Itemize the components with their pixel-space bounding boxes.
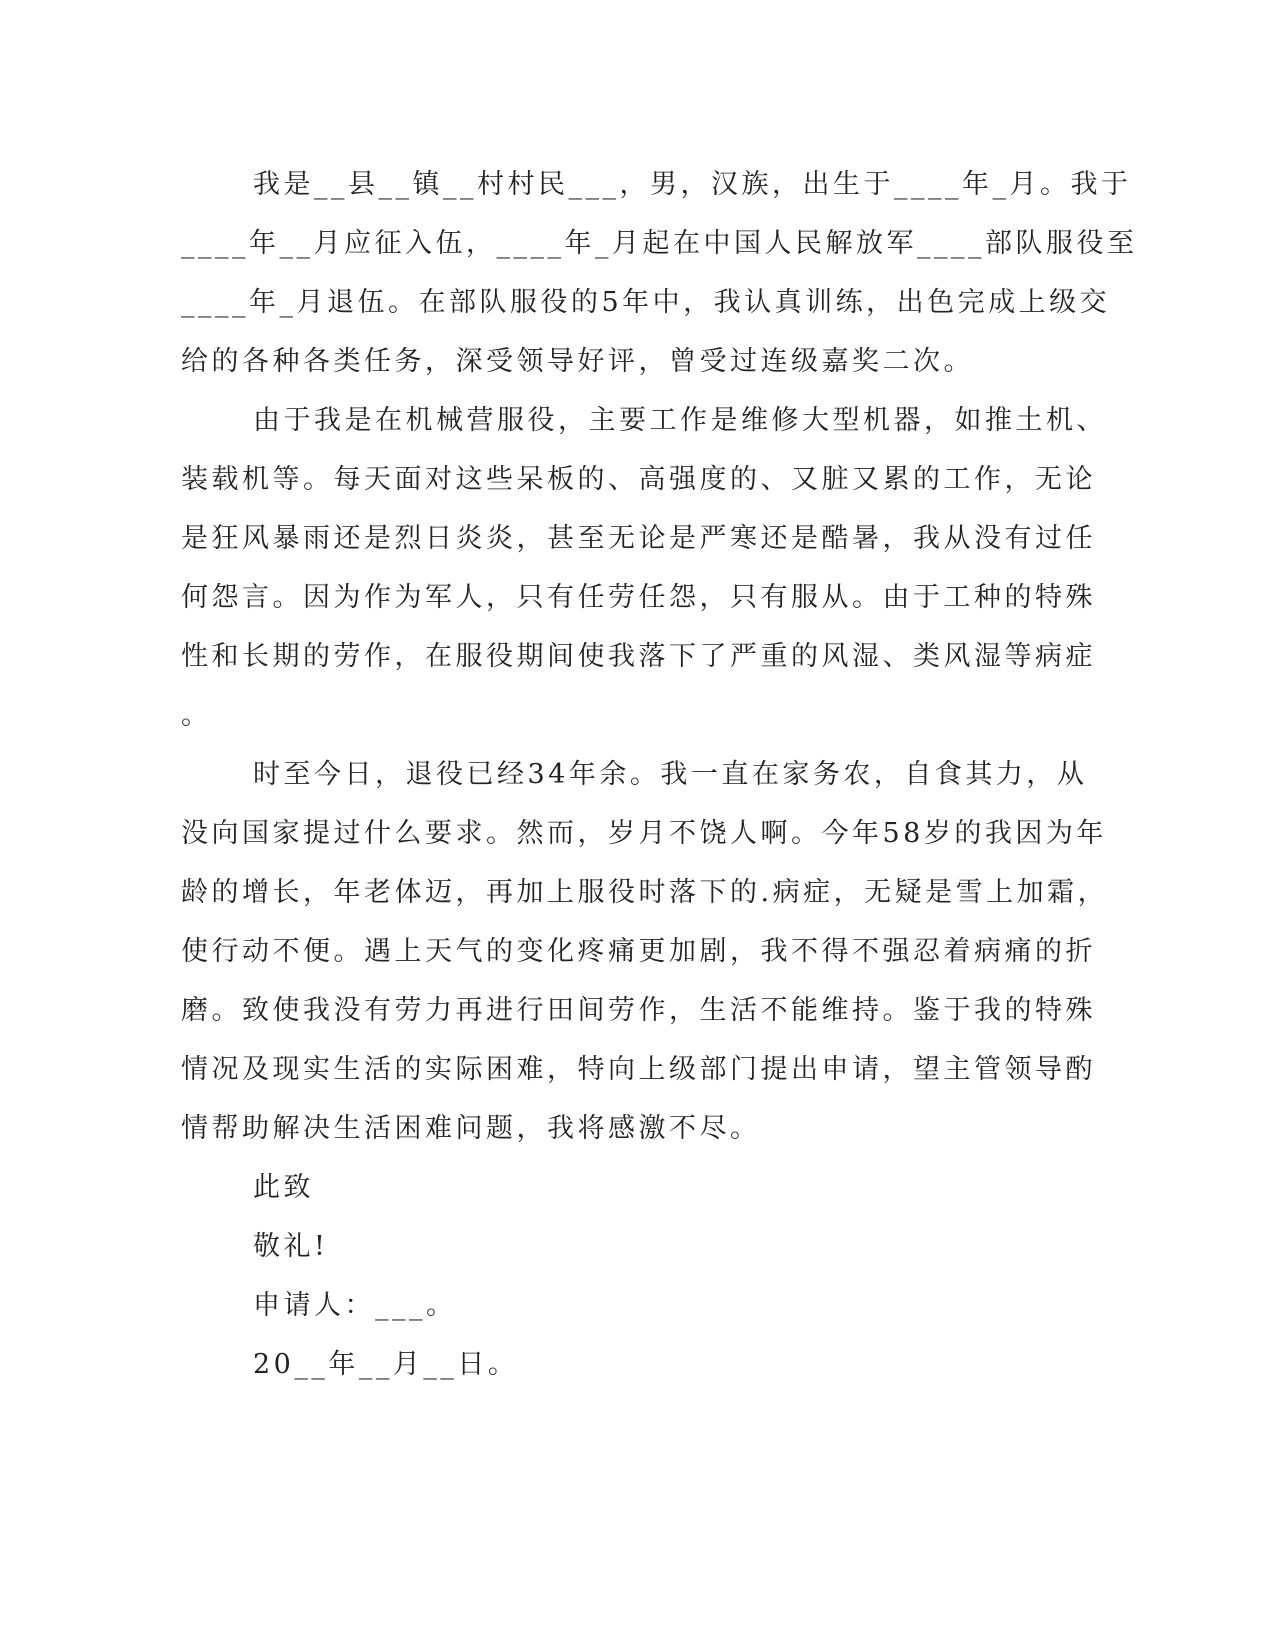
text-line: 情况及现实生活的实际困难，特向上级部门提出申请，望主管领导酌: [181, 1054, 1096, 1085]
letter-body: [181, 155, 1138, 1394]
text-line: 是狂风暴雨还是烈日炎炎，甚至无论是严寒还是酷暑，我从没有过任: [181, 523, 1096, 554]
application-date: 20__年__月__日。: [253, 1349, 519, 1380]
text-line: 使行动不便。遇上天气的变化疼痛更加剧，我不得不强忍着病痛的折: [181, 936, 1096, 967]
closing-salutation: 此致: [253, 1172, 314, 1203]
text-line: ____年__月应征入伍，____年_月起在中国人民解放军____部队服役至: [181, 228, 1138, 259]
text-line: 何怨言。因为作为军人，只有任劳任怨，只有服从。由于工种的特殊: [181, 582, 1096, 613]
text-line: 龄的增长，年老体迈，再加上服役时落下的.病症，无疑是雪上加霜，: [181, 877, 1109, 908]
paragraph-personal-info: [181, 155, 1138, 391]
text-line: 装载机等。每天面对这些呆板的、高强度的、又脏又累的工作，无论: [181, 464, 1096, 495]
text-line: 磨。致使我没有劳力再进行田间劳作，生活不能维持。鉴于我的特殊: [181, 995, 1096, 1026]
text-line: ____年_月退伍。在部队服役的5年中，我认真训练，出色完成上级交: [181, 287, 1111, 318]
closing-block: [181, 1158, 1031, 1394]
text-line: 性和长期的劳作，在服役期间使我落下了严重的风湿、类风湿等病症: [181, 641, 1096, 672]
applicant-signature: 申请人：___。: [253, 1290, 457, 1321]
paragraph-service-details: [181, 391, 1107, 745]
text-line: 没向国家提过什么要求。然而，岁月不饶人啊。今年58岁的我因为年: [181, 818, 1107, 849]
text-line: 由于我是在机械营服役，主要工作是维修大型机器，如推土机、: [253, 405, 1107, 436]
text-line: 情帮助解决生活困难问题，我将感激不尽。: [181, 1113, 761, 1144]
paragraph-current-situation: [181, 745, 1109, 1158]
text-line: 。: [181, 700, 212, 731]
closing-respect: 敬礼!: [253, 1231, 329, 1262]
text-line: 时至今日，退役已经34年余。我一直在家务农，自食其力，从: [253, 759, 1088, 790]
text-line: 给的各种各类任务，深受领导好评，曾受过连级嘉奖二次。: [181, 346, 974, 377]
text-line: 我是__县__镇__村村民___，男，汉族，出生于____年_月。我于: [253, 169, 1132, 200]
